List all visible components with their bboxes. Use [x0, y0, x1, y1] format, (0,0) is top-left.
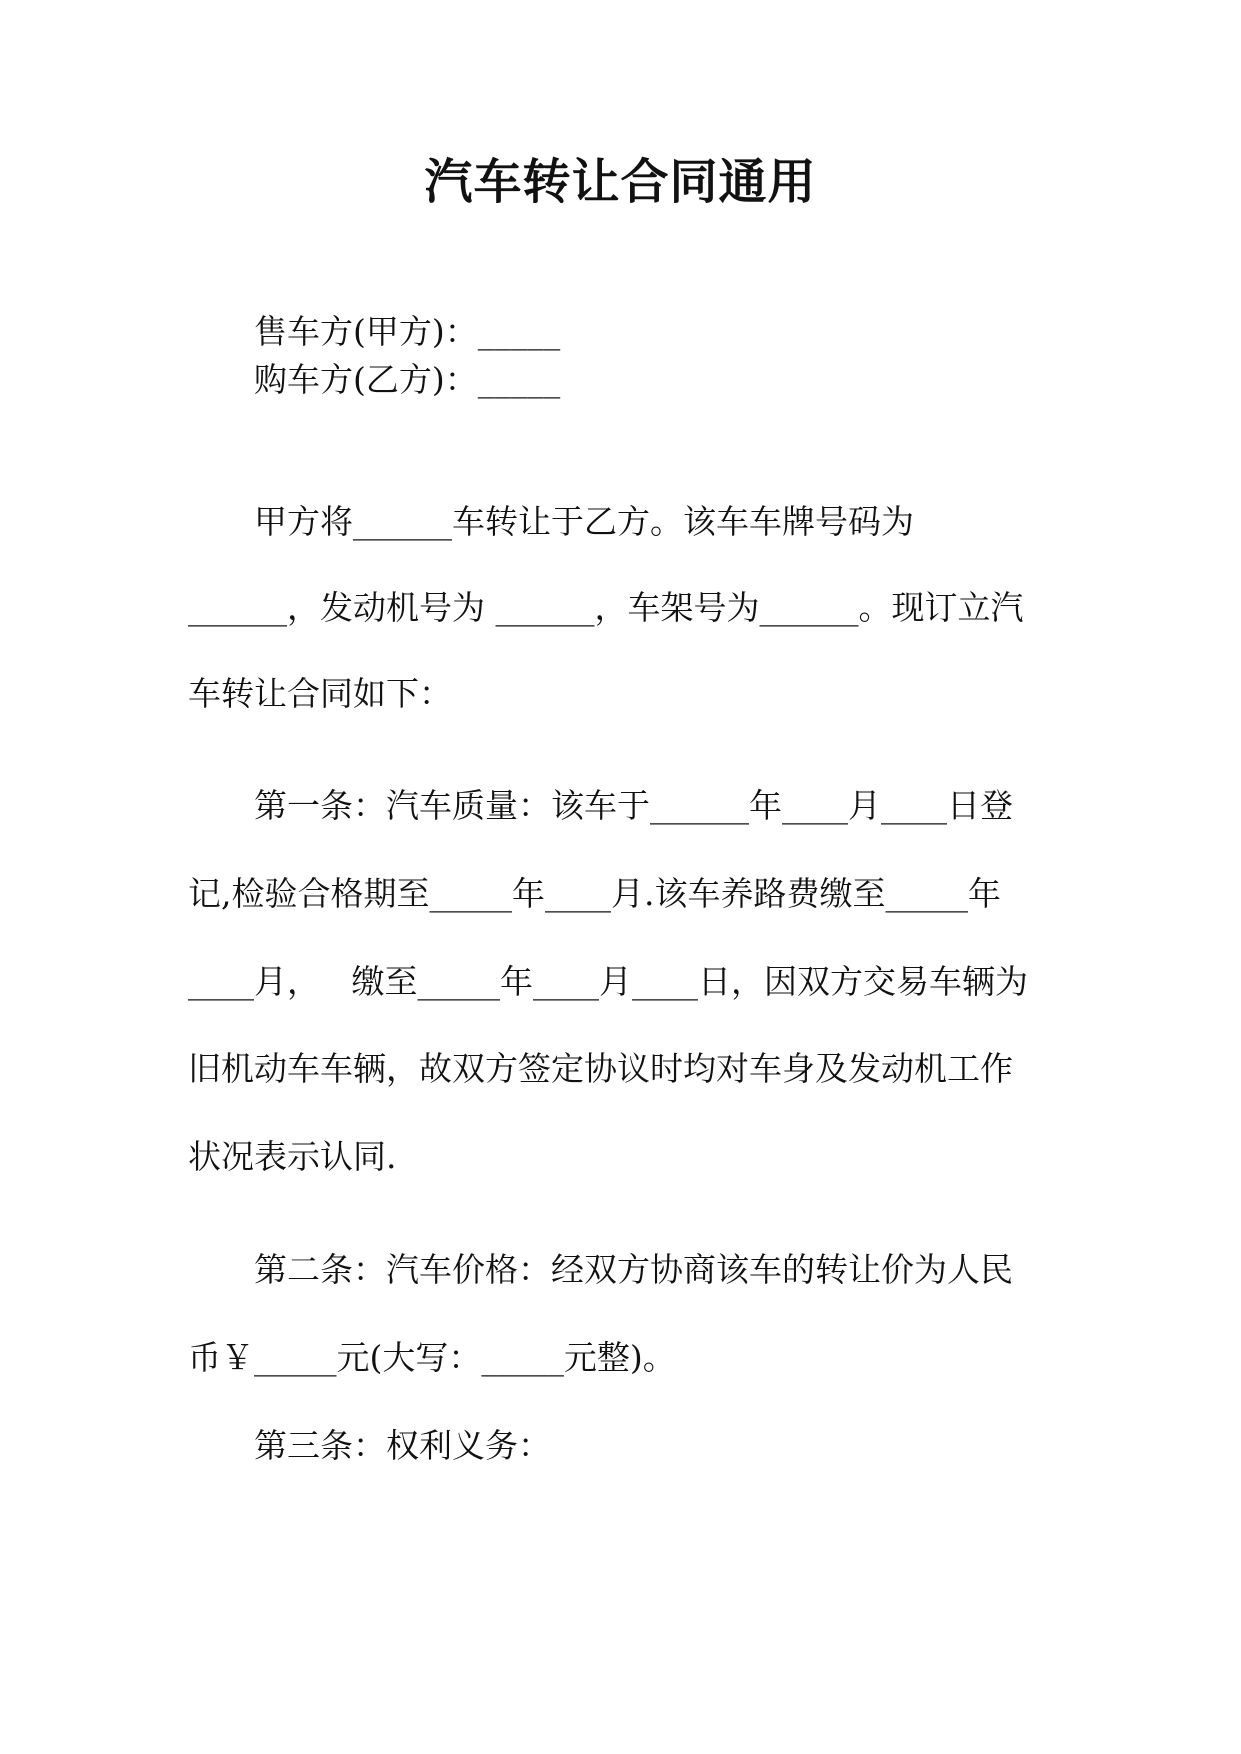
seller-line: 售车方(甲方)：_____ — [254, 312, 561, 351]
article-1-line-3: ____月， 缴至_____年____月____日，因双方交易车辆为 — [188, 962, 1028, 1001]
paragraph-intro-line-3: 车转让合同如下： — [188, 674, 452, 713]
paragraph-intro-line-1: 甲方将______车转让于乙方。该车车牌号码为 — [254, 502, 914, 541]
article-1-line-2: 记,检验合格期至_____年____月.该车养路费缴至_____年 — [188, 874, 1001, 913]
article-2-line-1: 第二条：汽车价格：经双方协商该车的转让价为人民 — [254, 1250, 1013, 1289]
article-2-line-2: 币￥_____元(大写：_____元整)。 — [188, 1338, 676, 1377]
article-1-line-4: 旧机动车车辆，故双方签定协议时均对车身及发动机工作 — [188, 1049, 1013, 1088]
article-1-line-1: 第一条：汽车质量：该车于______年____月____日登 — [254, 786, 1013, 825]
paragraph-intro-line-2: ______，发动机号为 ______，车架号为______。现订立汽 — [188, 588, 1024, 627]
buyer-line: 购车方(乙方)：_____ — [254, 360, 561, 399]
document-title: 汽车转让合同通用 — [424, 154, 817, 210]
article-3-heading: 第三条：权利义务： — [254, 1426, 551, 1465]
article-1-line-5: 状况表示认同. — [188, 1137, 397, 1176]
